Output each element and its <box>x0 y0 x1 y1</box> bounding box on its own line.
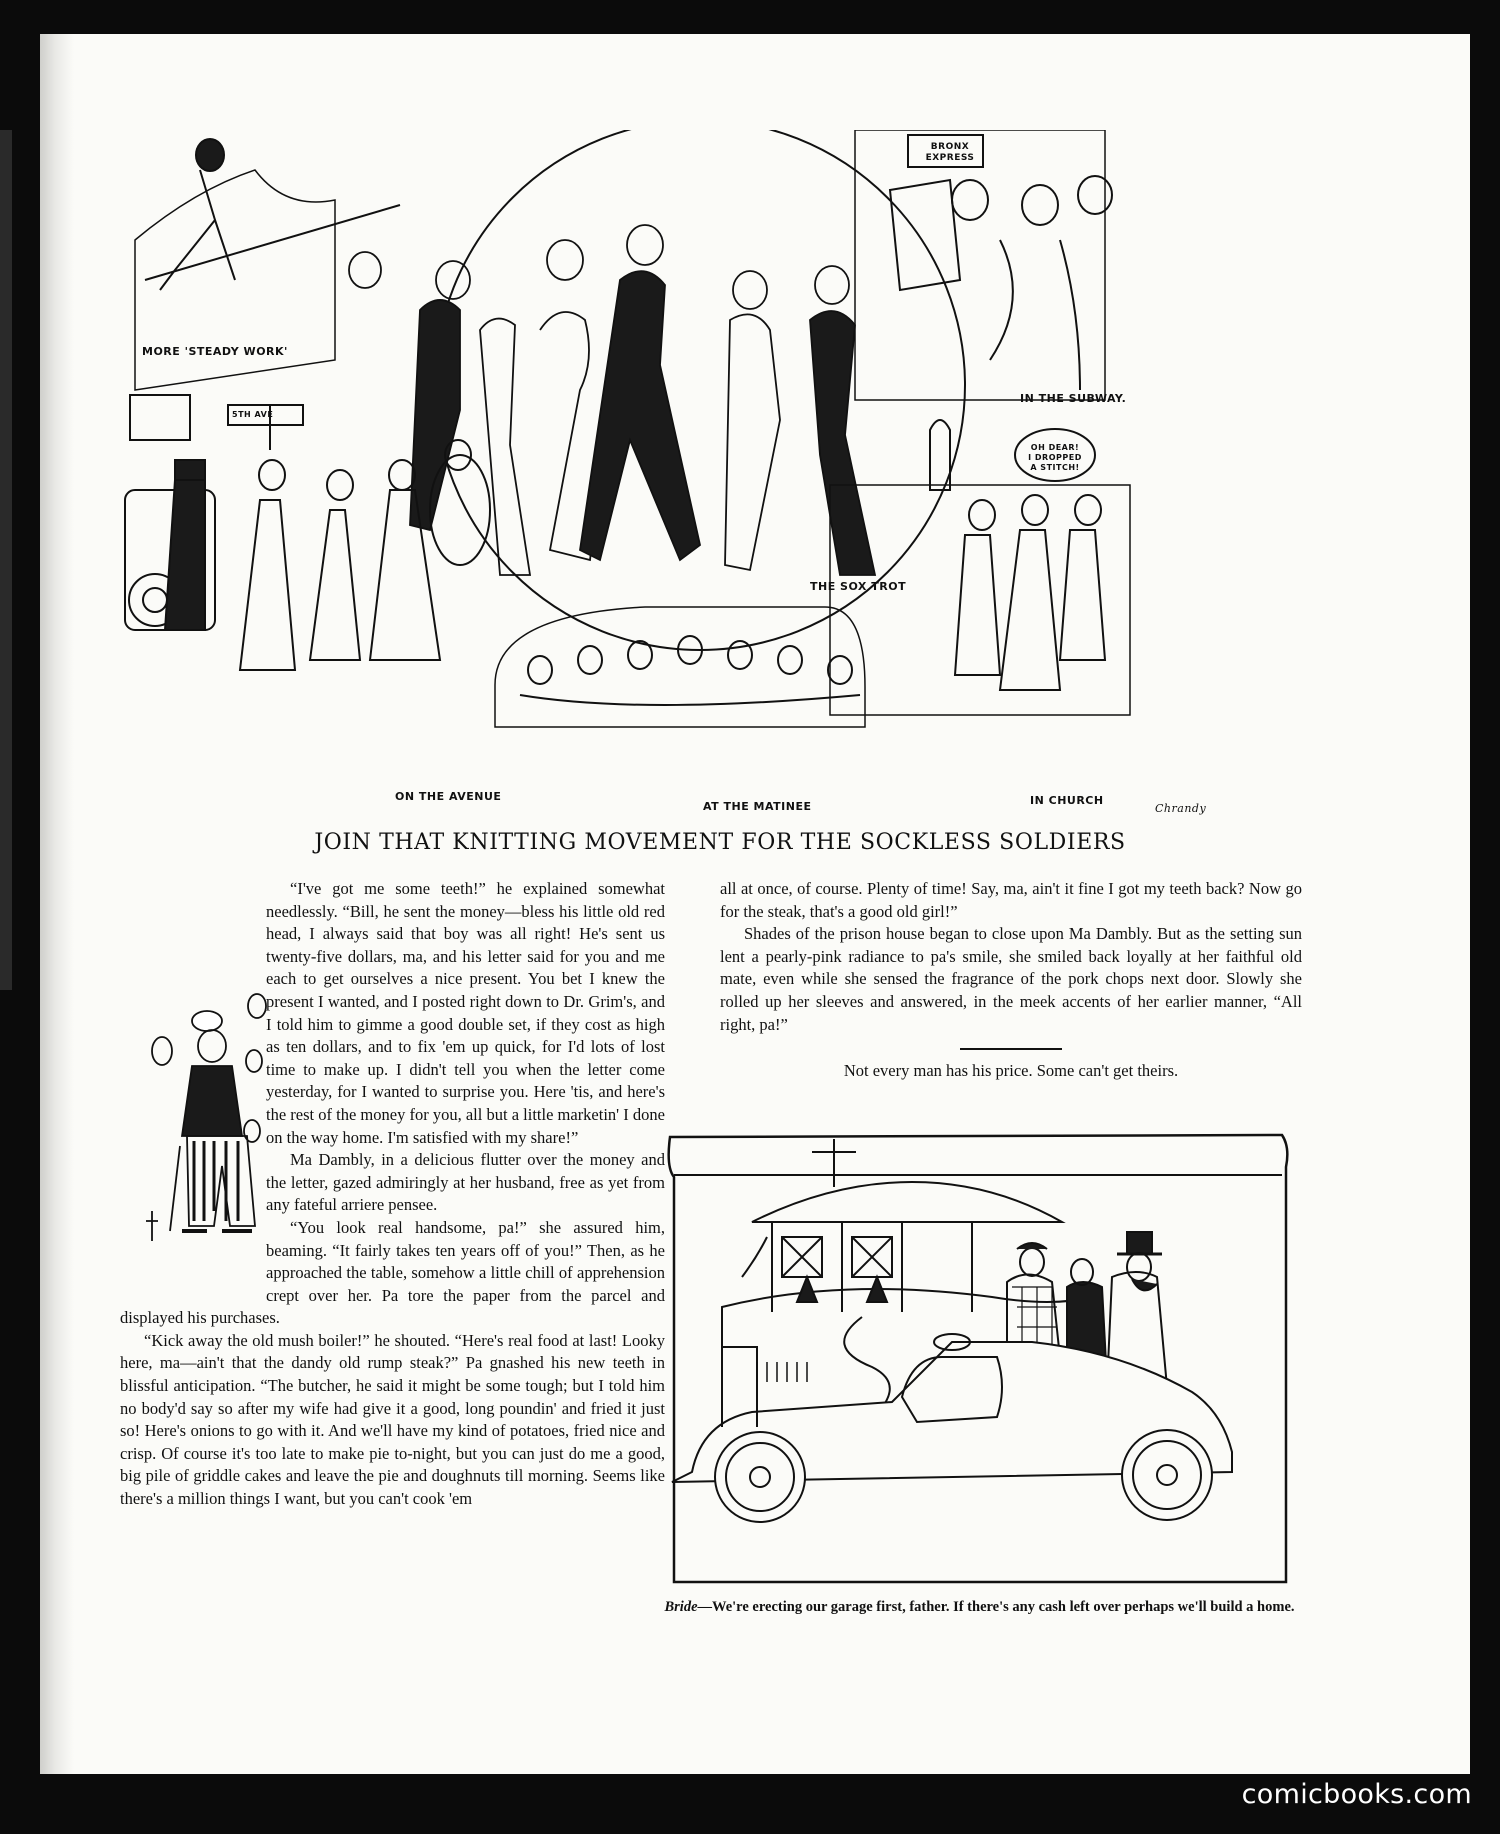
caption-speaker: Bride <box>664 1599 698 1615</box>
story-left-column <box>120 878 665 1511</box>
subway-panel <box>855 130 1112 400</box>
knitting-montage-illustration <box>120 130 1315 820</box>
caption-matinee: AT THE MATINEE <box>703 800 812 813</box>
caption-subway: IN THE SUBWAY. <box>1020 392 1127 405</box>
sign-line-2: EXPRESS <box>925 153 975 163</box>
story-paragraph-4: “Kick away the old mush boiler!” he shouted. “Here's real food at last! Looky here, ma—ain't that the dandy old rump steak?” Pa gnashed his new teeth in blissful anticipation. “The butcher, he said it might be some tough; but I told him no body'd say so after my wife had give it a good, long poundin' and fried it just so! Here's onions to go with it. And we'll have my kind of potatoes, fried nice and crisp. Of course it's too late to make pie to-night, but you can just do me a good, big pile of griddle cakes and leave the pie and doughnuts till morning. Seems like there's a million things I want, but you can't cook 'em <box>120 1330 665 1509</box>
story-paragraph-1 <box>120 878 665 1149</box>
caption-steady-work: MORE 'STEADY WORK' <box>142 345 288 358</box>
site-watermark: comicbooks.com <box>1241 1779 1472 1810</box>
speech-bubble <box>1020 443 1090 473</box>
article-headline: JOIN THAT KNITTING MOVEMENT FOR THE SOCKLESS SOLDIERS <box>314 830 1126 855</box>
story-right-column <box>720 878 1302 1083</box>
story-paragraph-3: “You look real handsome, pa!” she assured him, beaming. “It fairly takes ten years off of you!” Then, as he approached the table, somehow a little chill of apprehension crept over her. Pa tore the paper from the parcel and displayed his purchases. <box>120 1217 665 1328</box>
montage-drawing <box>120 130 1315 820</box>
caption-avenue: ON THE AVENUE <box>395 790 502 803</box>
sox-trot-vignette <box>435 130 965 650</box>
matinee-panel <box>495 607 865 727</box>
sign-line-1: BRONX <box>930 142 970 152</box>
garage-cartoon <box>662 1127 1297 1594</box>
page-gutter-shadow <box>40 34 74 1774</box>
caption-sox-trot: THE SOX TROT <box>810 580 907 593</box>
story-paragraph-5: all at once, of course. Plenty of time! Say, ma, ain't it fine I got my teeth back? Now go for the steak, that's a good old girl!” <box>720 879 1302 921</box>
facing-page-edge <box>0 130 12 990</box>
bronx-express-sign <box>920 142 980 164</box>
juggler-figure <box>118 966 258 1288</box>
caption-church: IN CHURCH <box>1030 794 1104 807</box>
juggling-man-illustration <box>142 966 282 1288</box>
garage-cartoon-drawing <box>662 1127 1297 1594</box>
bubble-line-2: I DROPPED <box>1028 453 1082 462</box>
bubble-line-1: OH DEAR! <box>1030 443 1080 452</box>
cartoon-caption <box>662 1598 1297 1616</box>
section-divider <box>960 1048 1062 1050</box>
artist-signature: Chrandy <box>1155 802 1207 815</box>
story-paragraph-2: Ma Dambly, in a delicious flutter over the money and the letter, gazed admiringly at her husband, free as yet from any fateful arriere pensee. <box>266 1150 665 1215</box>
filler-quip: Not every man has his price. Some can't get theirs. <box>843 1061 1179 1081</box>
street-sign-label: 5TH AVE <box>232 410 274 419</box>
dancing-couples <box>349 225 875 575</box>
story-paragraph-6: Shades of the prison house began to close upon Ma Dambly. But as the setting sun lent a pearly-pink radiance to pa's smile, she smiled back loyally at her faithful old mate, even while she sensed the fragrance of the pork chops next door. Slowly she rolled up her sleeves and answered, in the meek accents of her earlier manner, “All right, pa!” <box>720 924 1302 1034</box>
caption-text: —We're erecting our garage first, father. If there's any cash left over perhaps we'll build a home. <box>697 1599 1295 1615</box>
paragraph-text-1: “I've got me some teeth!” he explained somewhat needlessly. “Bill, he sent the money—bless his little old red head, I always said that boy was all right! He's sent us twenty-five dollars, ma, and his letter said for you and me each to get ourselves a nice present. You bet I knew the present I wanted, and I posted right down to Dr. Grim's, and I told him to gimme a good double set, if they cost as high as ten dollars, and to fix 'em up quick, for I'd lots of lost time to make up. I didn't tell you when the letter come yesterday, for I wanted to surprise you. Here 'tis, and here's the rest of the money for you, all but a little marketin' I done on the way home. I'm satisfied with my share!” <box>266 879 665 1147</box>
bubble-line-3: A STITCH! <box>1030 463 1080 472</box>
